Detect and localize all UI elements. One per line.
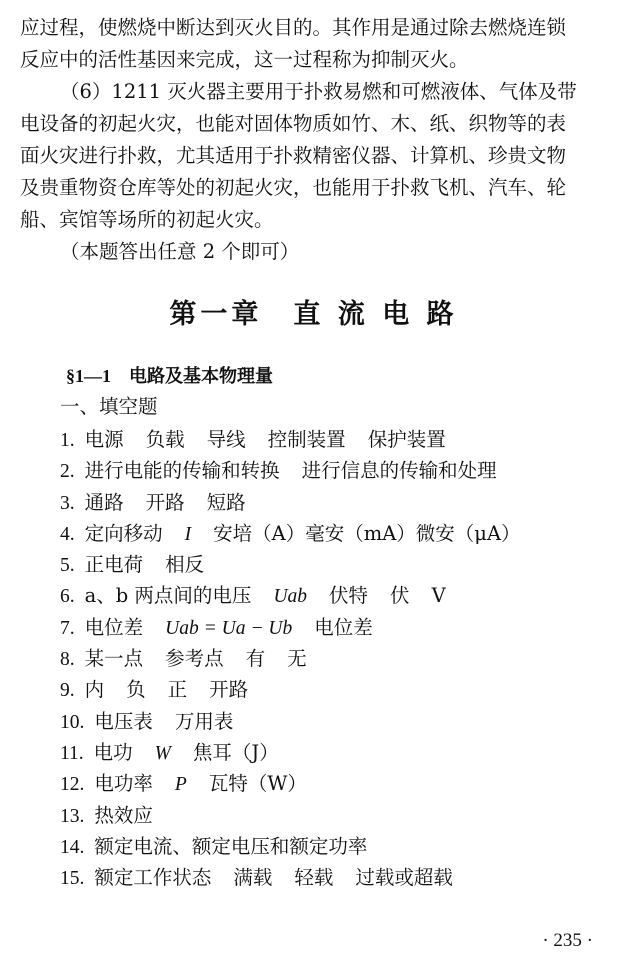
answer-item: [60, 424, 543, 455]
answer-part: 定向移动: [84, 521, 163, 545]
answer-part: 无: [287, 647, 307, 671]
answer-part: 伏: [390, 584, 410, 608]
answer-part: 满载: [233, 866, 273, 890]
answer-part: 某一点: [84, 647, 144, 671]
text-line: 反应中的活性基因来完成，这一过程称为抑制灭火。: [20, 48, 469, 71]
answer-part: 负载: [145, 428, 185, 451]
answer-number: 4.: [60, 523, 75, 545]
page-number: · 235 ·: [542, 930, 593, 951]
answer-part: 保护装置: [367, 428, 446, 451]
answer-item: [60, 862, 543, 893]
answer-part: 正: [167, 678, 188, 702]
answer-part: 电源: [84, 428, 124, 451]
answer-item: [60, 580, 543, 611]
answer-part: 通路: [84, 490, 124, 514]
answer-part: V: [431, 584, 446, 608]
answer-number: 7.: [60, 617, 75, 639]
answer-part: 开路: [209, 678, 249, 702]
item-6-paragraph: [20, 76, 610, 268]
text-line: 船、宾馆等场所的初起火灾。: [20, 208, 274, 231]
answer-part: Uab: [273, 586, 308, 608]
answer-part: 导线: [206, 428, 246, 451]
answer-part: 伏特: [329, 584, 369, 608]
answer-list: [60, 424, 543, 893]
answer-part: 焦耳（J）: [192, 740, 279, 764]
answer-part: P: [174, 774, 187, 796]
answer-item: [60, 549, 543, 580]
answer-number: 15.: [60, 868, 85, 890]
answer-item: [60, 800, 543, 831]
answer-part: 进行电能的传输和转换: [84, 459, 280, 483]
answer-number: 2.: [60, 461, 75, 483]
answer-item: [60, 612, 543, 643]
answer-part: 短路: [206, 490, 246, 514]
answer-part: 正电荷: [84, 553, 144, 577]
answer-part: 安培（A）毫安（mA）微安（μA）: [213, 521, 521, 545]
answer-part: 内: [84, 678, 105, 702]
answer-part: 电功: [93, 740, 133, 764]
answer-number: 13.: [60, 805, 85, 827]
answer-number: 5.: [60, 555, 75, 577]
text-line: 电设备的初起火灾，也能对固体物质如竹、木、纸、织物等的表: [20, 112, 567, 135]
answer-part: W: [154, 742, 171, 764]
answer-item: [60, 831, 543, 862]
answer-part: 额定电流、额定电压和额定功率: [94, 834, 368, 858]
chapter-title: 第一章 直 流 电 路: [169, 299, 458, 330]
answer-item: [60, 518, 543, 549]
answer-part: 轻载: [294, 866, 334, 890]
answer-part: 热效应: [94, 803, 153, 827]
answer-item: [60, 643, 543, 674]
answer-number: 3.: [60, 492, 75, 514]
answer-part: Uab = Ua − Ub: [165, 617, 293, 639]
answer-part: 电功率: [94, 772, 153, 796]
answer-part: 有: [245, 647, 266, 671]
answer-part: 电位差: [84, 615, 144, 639]
answer-part: 负: [126, 678, 146, 702]
answer-part: 过载或超载: [355, 866, 453, 890]
answer-part: 参考点: [165, 647, 224, 671]
answer-part: 瓦特（W）: [208, 772, 307, 796]
answer-number: 1.: [60, 430, 75, 451]
answer-part: 开路: [145, 490, 185, 514]
answer-part: 进行信息的传输和处理: [301, 459, 497, 483]
answer-number: 10.: [60, 711, 85, 733]
answer-item: [60, 487, 543, 518]
answer-number: 9.: [60, 680, 75, 702]
answer-part: I: [184, 523, 192, 545]
answer-note: （本题答出任意 2 个即可）: [60, 240, 300, 263]
answer-number: 14.: [60, 836, 85, 858]
text-line: （6）1211 灭火器主要用于扑救易燃和可燃液体、气体及带: [60, 80, 577, 103]
text-line: 应过程，使燃烧中断达到灭火目的。其作用是通过除去燃烧连锁: [20, 16, 567, 39]
answer-number: 6.: [60, 586, 75, 608]
section-number: §1—1: [66, 366, 111, 386]
answer-part: 电位差: [314, 615, 373, 639]
section-title: 电路及基本物理量: [129, 366, 273, 387]
answer-part: 电压表: [94, 709, 153, 733]
subsection-heading: 一、填空题: [60, 395, 158, 418]
answer-number: 11.: [60, 742, 84, 764]
answer-item: [60, 768, 543, 799]
answer-part: 额定工作状态: [94, 866, 212, 890]
answer-number: 8.: [60, 649, 75, 671]
answer-part: a、b 两点间的电压: [84, 584, 252, 608]
answer-number: 12.: [60, 774, 85, 796]
answer-part: 控制装置: [267, 428, 346, 451]
answer-part: 相反: [165, 553, 205, 577]
text-line: 及贵重物资仓库等处的初起火灾，也能用于扑救飞机、汽车、轮: [20, 176, 567, 199]
answer-part: 万用表: [174, 709, 234, 733]
answer-item: [60, 706, 543, 737]
answer-item: [60, 737, 543, 768]
section-heading: [66, 362, 273, 388]
answer-item: [60, 455, 543, 486]
intro-paragraph: [20, 12, 610, 76]
answer-item: [60, 674, 543, 705]
text-line: 面火灾进行扑救，尤其适用于扑救精密仪器、计算机、珍贵文物: [20, 144, 567, 167]
